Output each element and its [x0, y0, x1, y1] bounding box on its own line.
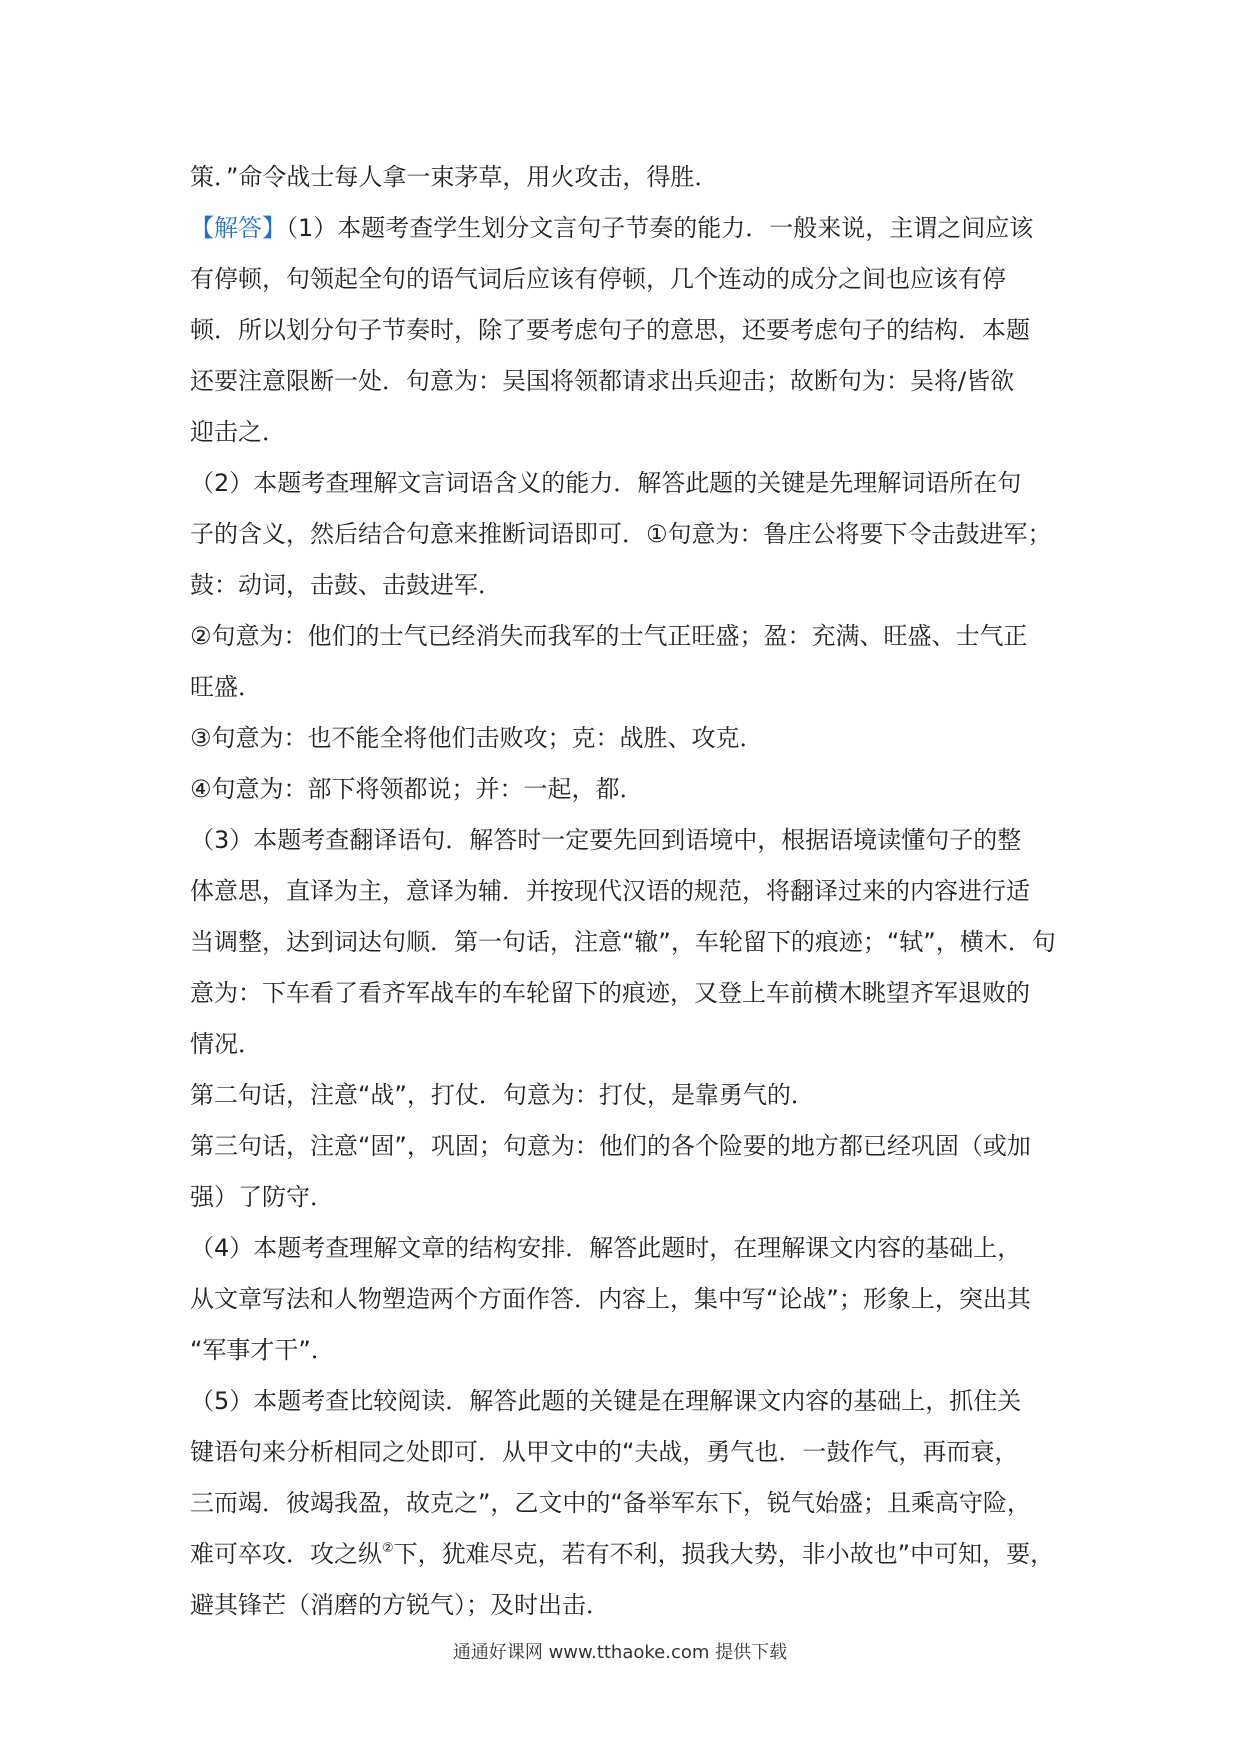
text-line: 第三句话，注意“固”，巩固；句意为：他们的各个险要的地方都已经巩固（或加: [190, 1132, 1031, 1160]
text-line: ③句意为：也不能全将他们击败攻；克：战胜、攻克．: [190, 724, 764, 752]
text-line: 策．”命令战士每人拿一束茅草，用火攻击，得胜．: [190, 163, 719, 191]
page-footer: 通通好课网 www.tthaoke.com 提供下载: [452, 1642, 788, 1663]
text-line: 避其锋芒（消磨的方锐气）；及时出击．: [190, 1591, 610, 1619]
text-line: 体意思，直译为主，意译为辅．并按现代汉语的规范，将翻译过来的内容进行适: [190, 877, 1030, 905]
text-line: 强）了防守．: [190, 1183, 334, 1211]
text-after-note: 下，犹难尽克，若有不利，损我大势，非小故也”中可知，要，: [393, 1540, 1055, 1568]
text-line: 还要注意限断一处．句意为：吴国将领都请求出兵迎击；故断句为：吴将/皆欲: [190, 367, 1015, 395]
text-line: 从文章写法和人物塑造两个方面作答．内容上，集中写“论战”；形象上，突出其: [190, 1285, 1031, 1313]
text-line: 情况．: [190, 1030, 262, 1058]
text-line: 旺盛．: [190, 673, 262, 701]
text-line: 鼓：动词，击鼓、击鼓进军．: [190, 571, 502, 599]
text-line: （3）本题考查翻译语句．解答时一定要先回到语境中，根据语境读懂句子的整: [190, 826, 1022, 854]
text-line: ④句意为：部下将领都说；并：一起，都．: [190, 775, 644, 803]
text-line: （2）本题考查理解文言词语含义的能力．解答此题的关键是先理解词语所在句: [190, 469, 1022, 497]
answer-tag: 【解答】: [190, 214, 286, 242]
answer-line: [190, 203, 1060, 254]
answer-text-body: [190, 152, 1060, 1631]
text-line-with-footnote: [190, 1529, 1060, 1580]
text-line: （4）本题考查理解文章的结构安排．解答此题时，在理解课文内容的基础上，: [190, 1234, 1022, 1262]
text-before-note: 难可卒攻．攻之纵: [190, 1540, 382, 1568]
footnote-marker: ②: [382, 1541, 394, 1556]
text-line: ②句意为：他们的士气已经消失而我军的士气正旺盛；盈：充满、旺盛、士气正: [190, 622, 1028, 650]
text-line: “军事才干”．: [190, 1336, 335, 1364]
text-line: 顿．所以划分句子节奏时，除了要考虑句子的意思，还要考虑句子的结构．本题: [190, 316, 1030, 344]
text-line: 子的含义，然后结合句意来推断词语即可．①句意为：鲁庄公将要下令击鼓进军；: [190, 520, 1052, 548]
text-line: 第二句话，注意“战”，打仗．句意为：打仗，是靠勇气的．: [190, 1081, 815, 1109]
text-line: 当调整，达到词达句顺．第一句话，注意“辙”，车轮留下的痕迹；“轼”，横木．句: [190, 928, 1056, 956]
text-line: （5）本题考查比较阅读．解答此题的关键是在理解课文内容的基础上，抓住关: [190, 1387, 1022, 1415]
text-line: 意为：下车看了看齐军战车的车轮留下的痕迹，又登上车前横木眺望齐军退败的: [190, 979, 1030, 1007]
text-line: 迎击之．: [190, 418, 286, 446]
text-line: 有停顿，句领起全句的语气词后应该有停顿，几个连动的成分之间也应该有停: [190, 265, 1006, 293]
answer-first-line-text: （1）本题考查学生划分文言句子节奏的能力．一般来说，主谓之间应该: [286, 214, 1034, 242]
text-line: 三而竭．彼竭我盈，故克之”，乙文中的“备举军东下，锐气始盛；且乘高守险，: [190, 1489, 1031, 1517]
text-line: 键语句来分析相同之处即可．从甲文中的“夫战，勇气也．一鼓作气，再而衰，: [190, 1438, 1019, 1466]
